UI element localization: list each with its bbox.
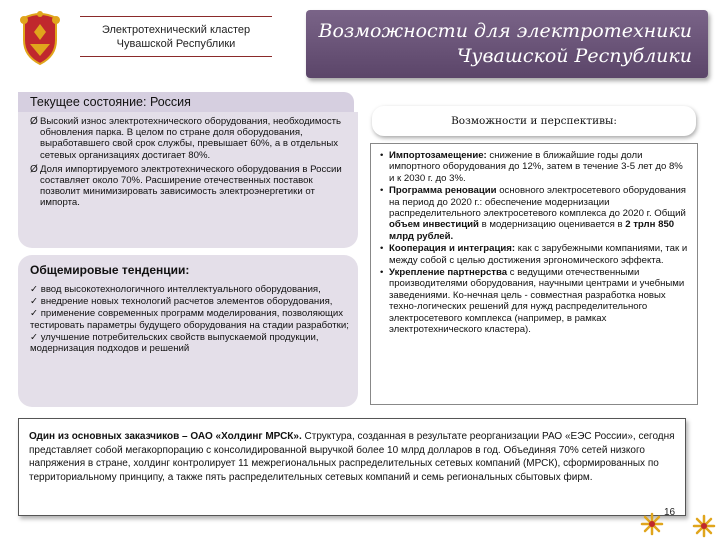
- item-lead: Импортозамещение:: [389, 150, 487, 161]
- checkmark-icon: ✓: [30, 331, 39, 343]
- trend-text: улучшение потребительских свойств выпускаемой продукции, модернизация подходов и решений: [30, 331, 319, 355]
- item-text-tail: в модернизацию оценивается в: [478, 219, 626, 231]
- bullet-icon: •: [380, 185, 384, 197]
- current-state-text: Доля импортируемого электротехнического оборудования в России составляет около 70%. Расширение отечественных поставок позволит минимизировать зависимость электроэнергетики от импорта.: [40, 163, 342, 209]
- list-item: [30, 332, 350, 354]
- list-item: [379, 185, 689, 242]
- list-item: [379, 150, 689, 184]
- list-item: [379, 243, 689, 266]
- chuvash-emblem-icon: [16, 10, 64, 66]
- title-line-2: Чувашской Республики: [456, 45, 692, 67]
- ornament-icon: [692, 514, 716, 538]
- item-text: основного электросетевого оборудования на период до 2020 г.: обеспечение модернизации распределительного электросетевого комплекса до 2020 г. Общий: [389, 185, 687, 220]
- list-item: [30, 296, 350, 307]
- arrow-bullet-icon: Ø: [30, 116, 38, 127]
- org-line-2: Чувашской Республики: [116, 38, 236, 50]
- checkmark-icon: ✓: [30, 296, 39, 308]
- global-trends-heading: Общемировые тенденции:: [30, 263, 190, 277]
- checkmark-icon: ✓: [30, 308, 39, 320]
- list-item: [30, 308, 350, 330]
- item-lead: Укрепление партнерства: [389, 267, 508, 279]
- list-item: [30, 284, 350, 295]
- title-line-1: Возможности для электротехники: [318, 20, 692, 42]
- item-text: с ведущими отечественными производителями оборудования, научными центрами и учебными заведениями. Ко-нечная цель - совместная разработка новых техно-логических решений для нужд распределительного электросетевого комплекса (например, в рамках электротехнического кластера).: [389, 267, 685, 336]
- ornament-icon: [640, 512, 664, 536]
- current-state-text: Высокий износ электротехнического оборудования, необходимость обновления парка. В целом по стране доля оборудования, выработавшего свой срок службы, превышает 60%, а в отдельных сетевых организациях достигает 80%.: [40, 116, 342, 161]
- list-item: [379, 267, 689, 335]
- customer-lead: Один из основных заказчиков – ОАО «Холдинг МРСК».: [29, 431, 302, 442]
- item-text: снижение в ближайшие годы доли импортного оборудования до 12%, затем в течение 3-5 лет до 8% и к 2030 г. до 3%.: [389, 150, 683, 184]
- customer-text: Структура, созданная в результате реорганизации РАО «ЕЭС России», сегодня представляет собой мегакорпорацию с консолидированной выручкой более 10 млрд долларов в год. Объединяя 70% сетей низкого напряжения в стране, холдинг контролирует 11 межрегиональных распределительных сетевых компаний (МРСК), сформированных по территориальному принципу, а также пять распределительных сетевых компаний и семь региональных сбытовых фирм.: [29, 431, 675, 483]
- org-name: [80, 16, 272, 57]
- opportunities-heading: Возможности и перспективы:: [372, 106, 696, 136]
- list-item: [30, 164, 350, 209]
- global-trends-panel: [18, 255, 358, 407]
- main-customer-box: [18, 418, 686, 516]
- item-text: как с зарубежными компаниями, так и между собой с целью достижения эргономического эффекта.: [389, 243, 688, 266]
- page-title: [306, 10, 708, 78]
- item-lead: Программа реновации: [389, 185, 497, 197]
- opportunities-panel: [370, 143, 698, 405]
- investment-amount: 2 трлн 850 млрд рублей.: [389, 219, 675, 242]
- current-state-heading: Текущее состояние: Россия: [18, 92, 354, 112]
- checkmark-icon: ✓: [30, 284, 39, 295]
- bullet-icon: •: [380, 267, 384, 279]
- org-line-1: Электротехнический кластер: [101, 24, 251, 36]
- trend-text: ввод высокотехнологичного интеллектуального оборудования,: [40, 284, 321, 295]
- trend-text: внедрение новых технологий расчетов элементов оборудования,: [40, 296, 333, 308]
- item-emphasis: объем инвестиций: [389, 219, 479, 231]
- arrow-bullet-icon: Ø: [30, 163, 38, 175]
- current-state-panel: [18, 112, 358, 248]
- page-number: 16: [664, 507, 676, 518]
- item-lead: Кооперация и интеграция:: [389, 243, 516, 255]
- trend-text: применение современных программ моделирования, позволяющих тестировать параметры будущего оборудования на стадии разработки;: [30, 308, 349, 331]
- bullet-icon: •: [380, 243, 384, 255]
- list-item: [30, 116, 350, 161]
- bullet-icon: •: [380, 150, 384, 161]
